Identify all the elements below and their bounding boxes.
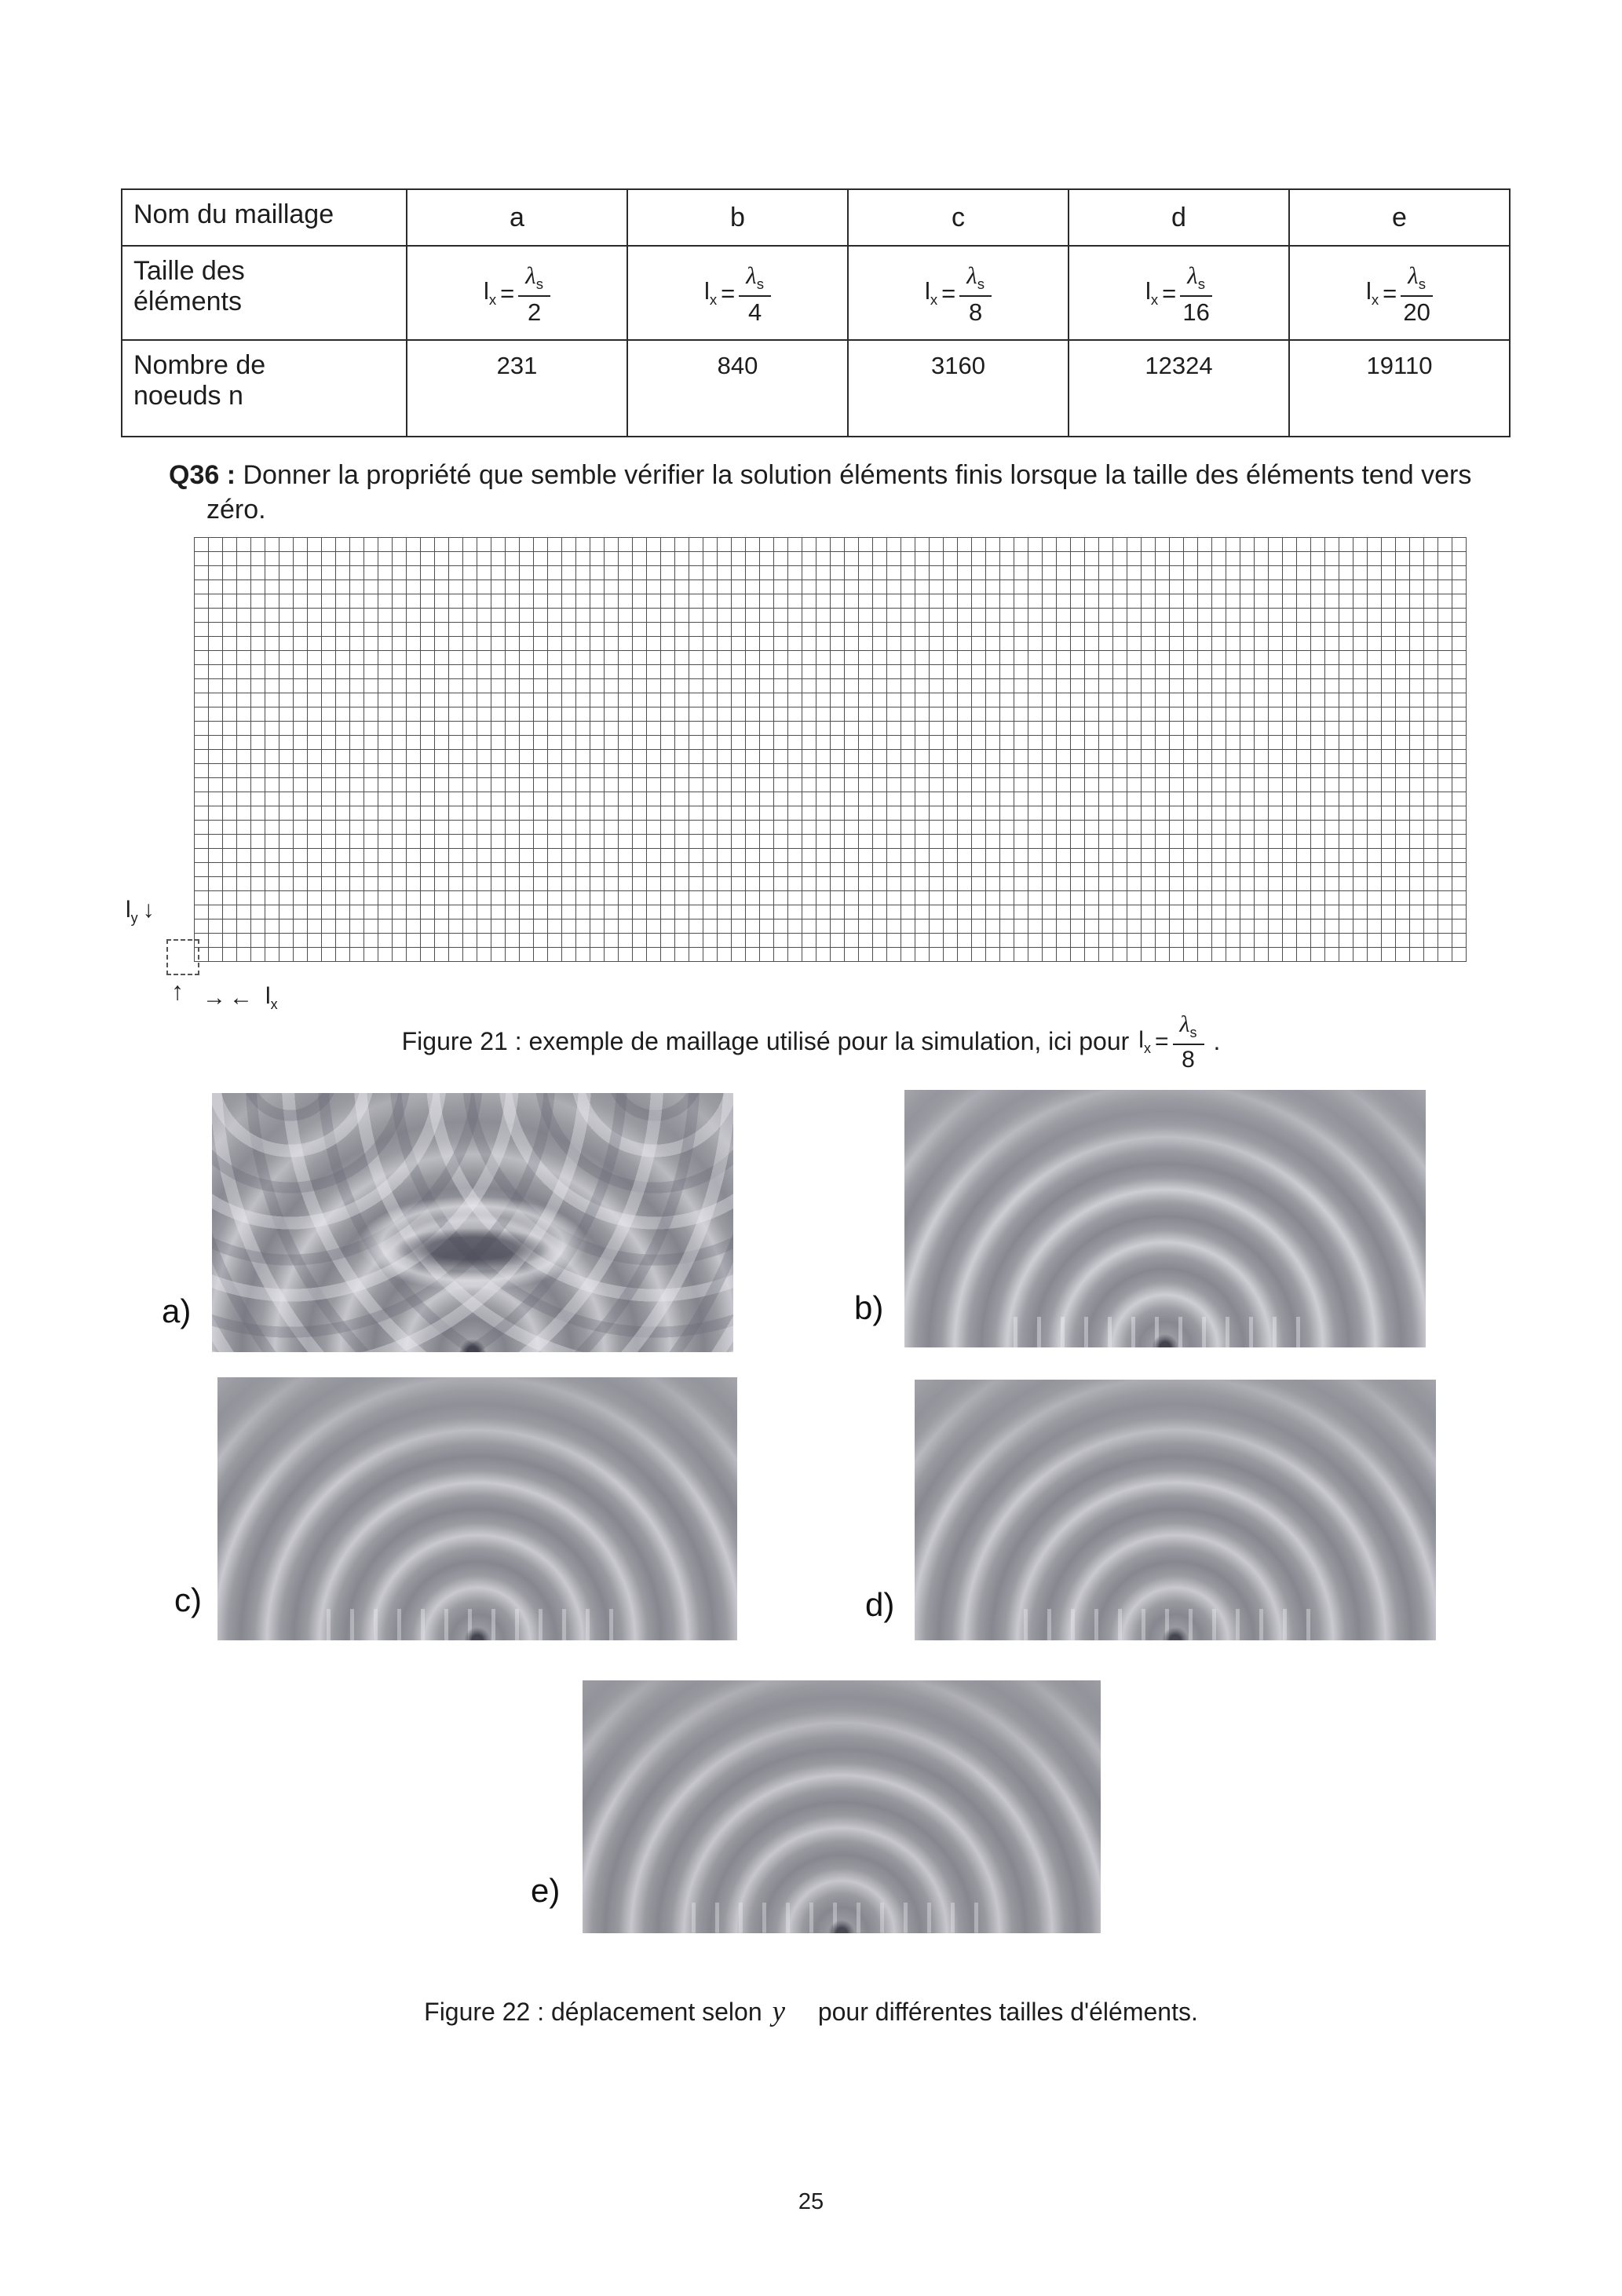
mesh-name-d: d [1069,189,1289,246]
figure21-caption-formula: $l_x$ = $\frac{\lambda_s}{8}$ [1138,1011,1204,1072]
ly-up-arrow-icon: ↑ [171,977,184,1005]
figure22-caption-prefix: Figure 22 : déplacement selon [424,1998,762,2026]
simulation-image-d [915,1380,1436,1640]
mesh-grid [194,537,1467,962]
mesh-name-b: b [627,189,848,246]
simulation-image-a [212,1093,733,1352]
cell-size-indicator [166,939,199,975]
figure22-caption [0,1994,1622,2028]
table-row-element-size [122,246,1510,340]
node-count-e: 19110 [1289,340,1510,437]
lx-width-arrows-icon: →← [203,985,256,1011]
element-size-formula-c: $l_x$ = $\frac{\lambda_s}{8}$ [925,261,992,325]
ly-symbol: $l_y$ [126,897,138,926]
row-header-nodes: Nombre de noeuds n [133,350,266,411]
question-label: Q36 : [169,460,236,490]
element-size-formula-b: $l_x$ = $\frac{\lambda_s}{4}$ [704,261,771,325]
table-row-node-counts [122,340,1510,437]
panel-label-a: a) [162,1292,192,1329]
row-header-size: Taille des éléments [133,256,245,316]
mesh-name-e: e [1289,189,1510,246]
page-number: 25 [798,2189,824,2214]
panel-label-b: b) [854,1289,884,1326]
question-text: Donner la propriété que semble vérifier la solution éléments finis lorsque la taille des éléments tend vers zéro. [206,460,1472,525]
lx-symbol: $l_x$ [265,983,278,1012]
y-vector-symbol: y⃗ [772,1995,808,2027]
ly-down-arrow-icon: ↓ [142,897,155,923]
figure21-caption-period: . [1213,1027,1221,1055]
mesh-parameters-table [121,188,1511,437]
panel-label-d: d) [865,1586,895,1623]
node-count-b: 840 [627,340,848,437]
mesh-name-c: c [848,189,1069,246]
ly-dimension-label [126,897,155,927]
table-row-names [122,189,1510,246]
node-count-a: 231 [407,340,627,437]
node-count-c: 3160 [848,340,1069,437]
simulation-image-e [583,1680,1101,1933]
element-size-formula-d: $l_x$ = $\frac{\lambda_s}{16}$ [1145,261,1212,325]
element-size-formula-a: $l_x$ = $\frac{\lambda_s}{2}$ [484,261,550,325]
figure21-caption-text: Figure 21 : exemple de maillage utilisé pour la simulation, ici pour [401,1027,1130,1055]
simulation-image-b [904,1090,1426,1347]
simulation-image-c [217,1377,737,1640]
lx-dimension-label [203,983,278,1013]
figure21-caption [0,1011,1622,1072]
row-header-name: Nom du maillage [133,199,334,229]
element-size-formula-e: $l_x$ = $\frac{\lambda_s}{20}$ [1366,261,1433,325]
panel-label-c: c) [174,1581,202,1618]
mesh-name-a: a [407,189,627,246]
figure22-caption-suffix: pour différentes tailles d'éléments. [817,1998,1198,2026]
question-q36 [169,458,1488,527]
panel-label-e: e) [531,1872,561,1909]
node-count-d: 12324 [1069,340,1289,437]
